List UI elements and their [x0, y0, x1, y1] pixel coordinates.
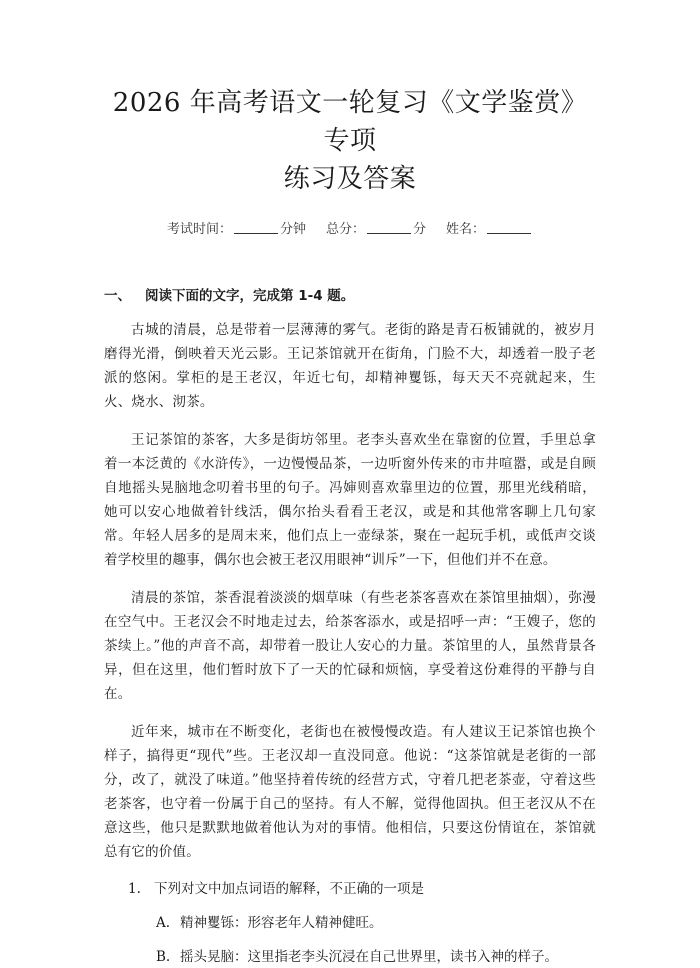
question-number: 1.	[128, 881, 141, 897]
time-unit: 分钟	[279, 222, 306, 237]
score-field	[326, 222, 426, 237]
time-field	[167, 222, 306, 237]
option-text: 精神矍铄：形容老年人精神健旺。	[180, 915, 383, 931]
score-blank	[367, 221, 411, 234]
section-number: 一、	[104, 288, 131, 304]
paragraph-2: 王记茶馆的茶客，大多是街坊邻里。老李头喜欢坐在靠窗的位置，手里总拿着一本泛黄的《水浒传》，一边慢慢品茶，一边听窗外传来的市井喧嚣，或是自顾自地摇头晃脑地念叨着书里的句子。冯婶则喜欢靠里边的位置，那里光线稍暗，她可以安心地做着针线活，偶尔抬头看看王老汉，或是和其他常客聊上几句家常。年轻人居多的是周末来，他们点上一壶绿茶，聚在一起玩手机，或低声交谈着学校里的趣事，偶尔也会被王老汉用眼神“训斥”一下，但他们并不在意。	[104, 432, 596, 568]
paragraph-3: 清晨的茶馆，茶香混着淡淡的烟草味（有些老茶客喜欢在茶馆里抽烟），弥漫在空气中。王老汉会不时地走过去，给茶客添水，或是招呼一声：“王嫂子，您的茶续上。”他的声音不高，却带着一股让人安心的力量。茶馆里的人，虽然背景各异，但在这里，他们暂时放下了一天的忙碌和烦恼，享受着这份难得的平静与自在。	[104, 590, 596, 702]
option-text: 摇头晃脑：这里指老李头沉浸在自己世界里，读书入神的样子。	[180, 949, 558, 965]
option-label: B.	[156, 949, 171, 965]
question-text: 下列对文中加点词语的解释，不正确的一项是	[154, 881, 424, 897]
name-label: 姓名：	[446, 222, 486, 237]
paragraph-1: 古城的清晨，总是带着一层薄薄的雾气。老街的路是青石板铺就的，被岁月磨得光滑，倒映着天光云影。王记茶馆就开在街角，门脸不大，却透着一股子老派的悠闲。掌柜的是王老汉，年近七旬，却精神矍铄，每天天不亮就起来，生火、烧水、沏茶。	[104, 322, 596, 410]
score-label: 总分：	[325, 222, 365, 237]
name-blank	[487, 221, 531, 234]
option-label: A.	[156, 915, 171, 931]
name-field	[446, 222, 533, 237]
option-a	[104, 912, 596, 934]
exam-meta	[104, 220, 596, 240]
option-b	[104, 946, 596, 968]
time-label: 考试时间：	[166, 222, 232, 237]
section-text: 阅读下面的文字，完成第 1-4 题。	[145, 288, 355, 304]
title-line-1: 2026 年高考语文一轮复习《文学鉴赏》专项	[112, 88, 588, 156]
section-heading	[104, 286, 596, 306]
question-1	[104, 878, 596, 900]
title-line-2: 练习及答案	[283, 164, 417, 194]
score-unit: 分	[413, 222, 427, 237]
document-title	[104, 0, 596, 198]
paragraph-4: 近年来，城市在不断变化，老街也在被慢慢改造。有人建议王记茶馆也换个样子，搞得更“现代”些。王老汉却一直没同意。他说：“这茶馆就是老街的一部分，改了，就没了味道。”他坚持着传统的经营方式，守着几把老茶壶，守着这些老茶客，也守着一份属于自己的坚持。有人不解，觉得他固执。但王老汉从不在意这些，他只是默默地做着他认为对的事情。他相信，只要这份情谊在，茶馆就总有它的价值。	[104, 724, 596, 860]
time-blank	[234, 221, 278, 234]
